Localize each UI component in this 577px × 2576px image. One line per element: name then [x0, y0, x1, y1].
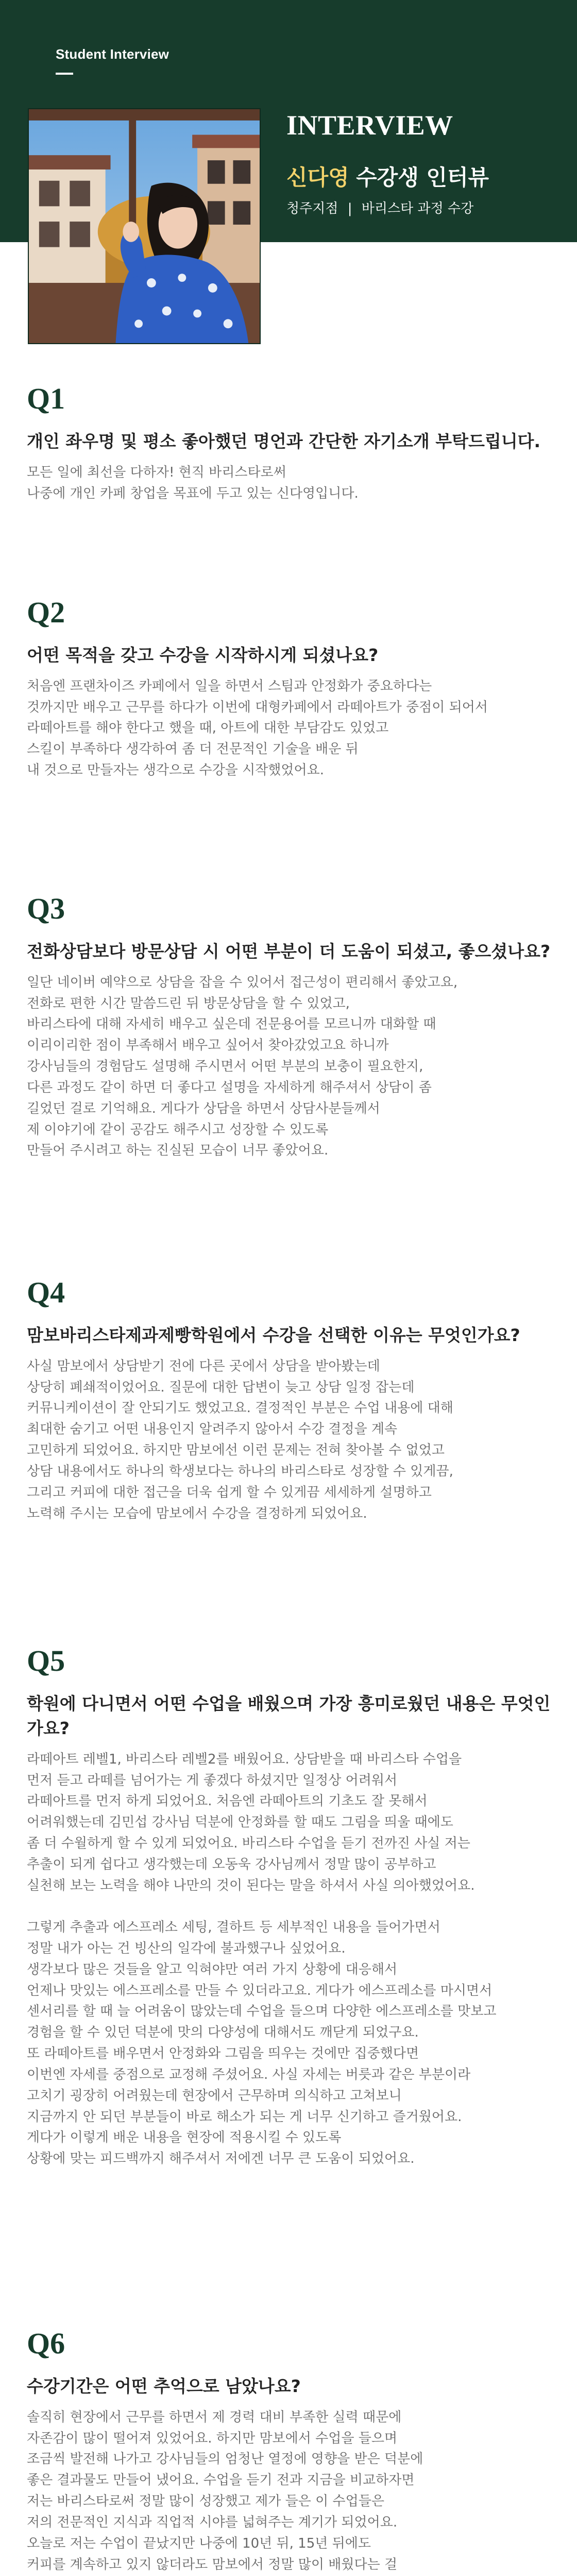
question-text: 전화상담보다 방문상담 시 어떤 부분이 더 도움이 되셨고, 좋으셨나요? [27, 941, 551, 961]
question-text: 맘보바리스타제과제빵학원에서 수강을 선택한 이유는 무엇인가요? [27, 1325, 520, 1345]
qa-block-4 [27, 1278, 552, 1524]
interview-title: INTERVIEW [286, 110, 453, 141]
qa-block-3 [27, 894, 552, 1161]
answer-text: 모든 일에 최선을 다하자! 현직 바리스타로써 나중에 개인 카페 창업을 목표에 두고 있는 신다영입니다. [27, 464, 359, 501]
qa-block-2 [27, 598, 552, 781]
question-number: Q4 [27, 1276, 65, 1309]
question-number: Q2 [27, 596, 65, 629]
question-text: 어떤 목적을 갖고 수강을 시작하시게 되셨나요? [27, 645, 379, 665]
question-text: 학원에 다니면서 어떤 수업을 배웠으며 가장 흥미로웠던 내용은 무엇인가요? [27, 1693, 551, 1738]
course-name: 바리스타 과정 수강 [361, 201, 474, 216]
qa-block-1 [27, 384, 552, 504]
section-label-underline [56, 73, 73, 75]
info-separator: | [347, 201, 352, 216]
student-photo-illustration [29, 109, 260, 343]
student-role: 수강생 인터뷰 [356, 165, 489, 190]
answer-text: 라떼아트 레벨1, 바리스타 레벨2를 배웠어요. 상담받을 때 바리스타 수업을 먼저 듣고 라떼를 넘어가는 게 좋겠다 하셨지만 일정상 어려워서 라떼아트를 먼저 하게 되었어요. 처음엔 라떼아트의 기초도 잘 못해서 어려워했는데 김민섭 강사님 덕분에 안정화를 할 때도 그림을 띄울 때에도 좀 더 수월하게 할 수 있게 되었어요. 바리스타 수업을 듣기 전까진 사실 저는 추출이 되게 쉽다고 생각했는데 오동욱 강사님께서 정말 많이 공부하고 실천해 보는 노력을 해야 나만의 것이 된다는 말을 하셔서 사실 의아했었어요. 그렇게 추출과 에스프레소 세팅, 결하트 등 세부적인 내용을 들어가면서 정말 내가 아는 건 빙산의 일각에 불과했구나 싶었어요. 생각보다 많은 것들을 알고 익혀야만 여러 가지 상황에 대응해서 언제나 맛있는 에스프레소를 만들 수 있더라고요. 게다가 에스프레소를 마시면서 센서리를 할 때 늘 어려움이 많았는데 수업을 들으며 다양한 에스프레소를 맛보고 경험을 할 수 있던 덕분에 맛의 다양성에 대해서도 깨닫게 되었구요. 또 라떼아트를 배우면서 안정화와 그림을 띄우는 것에만 집중했다면 이번엔 자세를 중점으로 교정해 주셨어요. 사실 자세는 버릇과 같은 부분이라 고치기 굉장히 어려웠는데 현장에서 근무하며 의식하고 고쳐보니 지금까지 안 되던 부분들이 바로 해소가 되는 게 너무 신기하고 즐거웠어요. 게다가 이렇게 배운 내용을 현장에 적용시킬 수 있도록 상황에 맞는 피드백까지 해주셔서 저에겐 너무 큰 도움이 되었어요. [27, 1751, 497, 2167]
student-info [286, 198, 473, 217]
student-heading [286, 161, 489, 192]
question-text: 수강기간은 어떤 추억으로 남았나요? [27, 2376, 301, 2396]
qa-block-5 [27, 1646, 552, 2170]
question-text: 개인 좌우명 및 평소 좋아했던 명언과 간단한 자기소개 부탁드립니다. [27, 431, 541, 451]
qa-block-6 [27, 2329, 552, 2576]
question-number: Q3 [27, 892, 65, 925]
section-label: Student Interview [56, 46, 169, 62]
answer-text: 사실 맘보에서 상담받기 전에 다른 곳에서 상담을 받아봤는데 상당히 폐쇄적이었어요. 질문에 대한 답변이 늦고 상담 일정 잡는데 커뮤니케이션이 잘 안되기도 했었고요. 결정적인 부분은 수업 내용에 대해 최대한 숨기고 어떤 내용인지 알려주지 않아서 수강 결정을 계속 고민하게 되었어요. 하지만 맘보에선 이런 문제는 전혀 찾아볼 수 없었고 상담 내용에서도 하나의 학생보다는 하나의 바리스타로 성장할 수 있게끔, 그리고 커피에 대한 접근을 더욱 쉽게 할 수 있게끔 세세하게 설명하고 노력해 주시는 모습에 맘보에서 수강을 결정하게 되었어요. [27, 1358, 453, 1521]
answer-text: 처음엔 프랜차이즈 카페에서 일을 하면서 스팀과 안정화가 중요하다는 것까지만 배우고 근무를 하다가 이번에 대형카페에서 라떼아트가 중점이 되어서 라떼아트를 해야 한다고 했을 때, 아트에 대한 부담감도 있었고 스킬이 부족하다 생각하여 좀 더 전문적인 기술을 배운 뒤 내 것으로 만들자는 생각으로 수강을 시작했었어요. [27, 678, 488, 778]
question-number: Q5 [27, 1644, 65, 1677]
branch-name: 청주지점 [286, 201, 338, 216]
answer-text: 솔직히 현장에서 근무를 하면서 제 경력 대비 부족한 실력 때문에 자존감이 많이 떨어져 있었어요. 하지만 맘보에서 수업을 들으며 조금씩 발전해 나가고 강사님들의 엄청난 열정에 영향을 받은 덕분에 좋은 결과물도 만들어 냈어요. 수업을 듣기 전과 지금을 비교하자면 저는 바리스타로써 정말 많이 성장했고 제가 들은 이 수업들은 저의 전문적인 지식과 직업적 시야를 넓혀주는 계기가 되었어요. 오늘로 저는 수업이 끝났지만 나중에 10년 뒤, 15년 뒤에도 커피를 계속하고 있지 않더라도 맘보에서 정말 많이 배웠다는 걸 [27, 2409, 423, 2572]
student-photo [28, 108, 261, 344]
question-number: Q1 [27, 382, 65, 415]
question-number: Q6 [27, 2327, 65, 2360]
answer-text: 일단 네이버 예약으로 상담을 잡을 수 있어서 접근성이 편리해서 좋았고요, 전화로 편한 시간 말씀드린 뒤 방문상담을 할 수 있었고, 바리스타에 대해 자세히 배우고 싶은데 전문용어를 모르니까 대화할 때 이리이리한 점이 부족해서 배우고 싶어서 찾아갔었고요 하니까 강사님들의 경험담도 설명해 주시면서 어떤 부분의 보충이 필요한지, 다른 과정도 같이 하면 더 좋다고 설명을 자세하게 해주셔서 상담이 좀 길었던 걸로 기억해요. 게다가 상담을 하면서 상담사분들께서 제 이야기에 같이 공감도 해주시고 성장할 수 있도록 만들어 주시려고 하는 진실된 모습이 너무 좋았어요. [27, 974, 458, 1159]
student-name: 신다영 [286, 165, 349, 190]
interview-header [0, 0, 577, 345]
